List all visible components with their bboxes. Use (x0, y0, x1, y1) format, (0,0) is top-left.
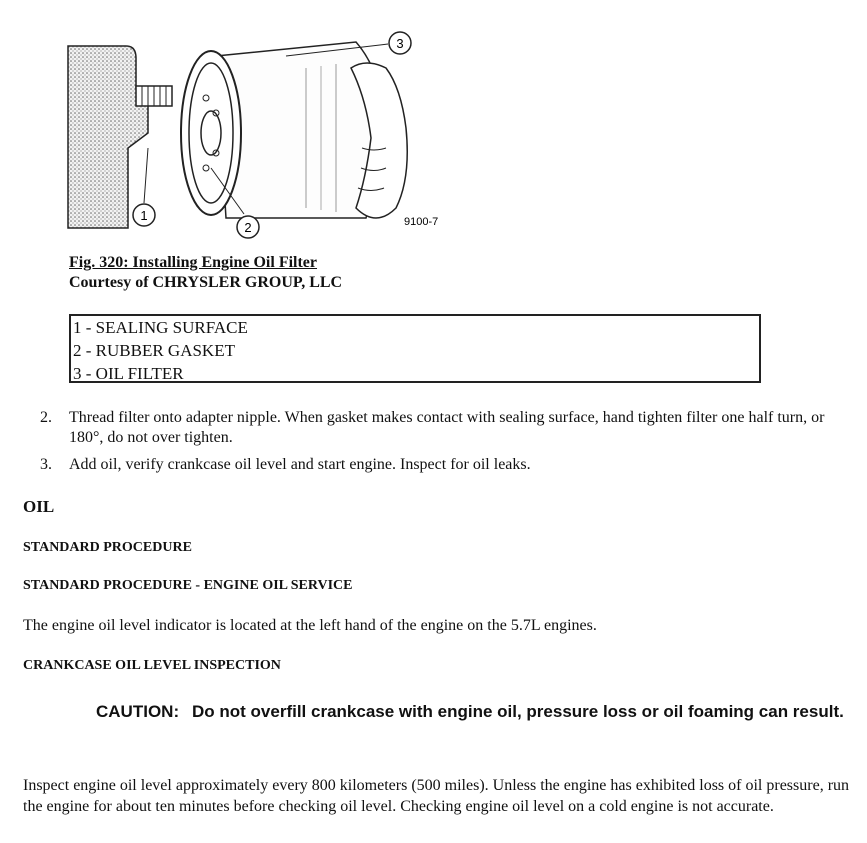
figure-code: 9100-7 (404, 216, 439, 228)
paragraph-inspect: Inspect engine oil level approximately every 800 kilometers (500 miles). Unless the engine has exhibited loss of oil pressure, run the engine for about ten minutes before checking oil level. Checking engine oil level on a cold engine is not accurate. (23, 777, 850, 815)
legend-item: 2 - RUBBER GASKET (73, 341, 235, 360)
step-number: 3. (40, 456, 52, 473)
figure-caption (69, 253, 342, 293)
step-text: Thread filter onto adapter nipple. When gasket makes contact with sealing surface, hand tighten filter one half turn, or 180°, do not over tighten. (69, 409, 825, 446)
legend-item: 3 - OIL FILTER (73, 364, 184, 383)
procedure-steps (20, 408, 860, 482)
heading-standard-procedure: STANDARD PROCEDURE (23, 540, 192, 555)
step-number: 2. (40, 409, 52, 426)
step-text: Add oil, verify crankcase oil level and start engine. Inspect for oil leaks. (69, 456, 531, 473)
heading-crankcase-inspection: CRANKCASE OIL LEVEL INSPECTION (23, 658, 281, 673)
heading-oil: OIL (23, 497, 55, 516)
oil-filter-illustration (66, 28, 446, 244)
engine-block (68, 46, 148, 228)
step-item (20, 408, 860, 448)
caution-text: Do not overfill crankcase with engine oil, pressure loss or oil foaming can result. (192, 702, 844, 721)
legend-item: 1 - SEALING SURFACE (73, 318, 248, 337)
step-item (20, 455, 860, 475)
caution-label: CAUTION: (96, 702, 180, 721)
filter-base (181, 51, 241, 215)
figure-courtesy: Courtesy of CHRYSLER GROUP, LLC (69, 274, 343, 291)
paragraph-indicator: The engine oil level indicator is located at the left hand of the engine on the 5.7L engines. (23, 617, 597, 634)
callout-1: 1 (140, 208, 148, 223)
callout-3: 3 (396, 36, 404, 51)
heading-engine-oil-service: STANDARD PROCEDURE - ENGINE OIL SERVICE (23, 578, 353, 593)
figure-title: Fig. 320: Installing Engine Oil Filter (69, 254, 318, 271)
figure-legend-box (69, 314, 761, 383)
callout-2: 2 (244, 220, 252, 235)
